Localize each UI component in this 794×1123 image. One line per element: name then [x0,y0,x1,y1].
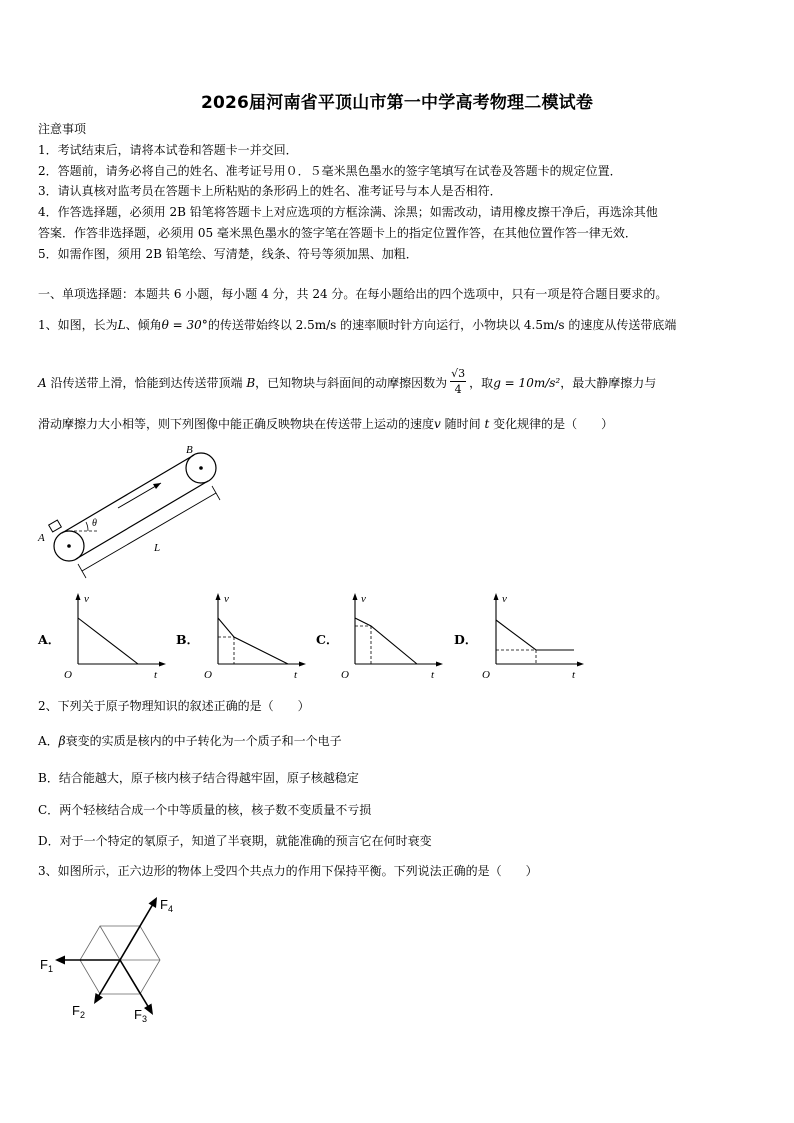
label-A: A [38,532,45,544]
axis-v: v [224,593,229,605]
q2-option [38,832,758,850]
block [49,520,62,532]
origin-o: O [482,669,490,680]
q1-line3 [38,415,758,433]
q1-option-c-graph [337,590,447,680]
friction-fraction [450,366,466,397]
option-prefix: B． [38,771,59,785]
axis-t: t [154,669,158,680]
origin-o: O [64,669,72,680]
notice-item: 2．答题前，请务必将自己的姓名、准考证号用０．５毫米黑色墨水的签字笔填写在试卷及答题卡的规定位置． [38,164,622,178]
axis-t: t [294,669,298,680]
belt-upper [62,455,194,533]
notice-item: 3．请认真核对监考员在答题卡上所粘贴的条形码上的姓名、准考证号与本人是否相符． [38,184,502,198]
q1-option-label: C． [316,632,339,647]
q1-var-v: v [434,417,441,431]
axis-v: v [361,593,366,605]
option-text: 结合能越大，原子核内核子结合得越牢固，原子核越稳定 [58,771,359,785]
q1-text: ，最大静摩擦力与 [560,376,657,390]
q1-option-b-graph [200,590,310,680]
q1-option-label: A． [38,632,61,647]
q2-option [38,801,758,819]
label-f2: $F_2$ [72,1003,85,1020]
notice-item: 答案．作答非选择题，必须用 05 毫米黑色墨水的签字笔在答题卡上的指定位置作答，在其他位置作答一律无效． [38,226,637,240]
q1-option-d-graph [478,590,588,680]
axis-v: v [502,593,507,605]
q1-var-t: t [484,417,490,431]
dimension-tick [212,486,220,500]
q1-text: 随时间 [440,417,485,431]
force-f2-arrow [98,960,120,997]
label-L: L [154,542,161,554]
q1-text: 的传送带始终以 2.5m/s 的速率顺时针方向运行，小物块以 4.5m/s 的速度从传送带底端 [207,318,677,332]
q1-point-B: B [246,376,256,390]
label-theta: θ [92,518,97,529]
label-f3: $F_3$ [134,1007,147,1024]
beta-symbol: β [58,734,66,748]
option-text: 衰变的实质是核内的中子转化为一个质子和一个电子 [65,734,342,748]
velocity-curve [496,620,574,650]
option-prefix: C． [38,803,60,817]
notice-item: 5．如需作图，须用 2B 铅笔绘、写清楚，线条、符号等须加黑、加粗． [38,247,418,261]
velocity-curve [355,618,417,664]
q2-option [38,732,758,750]
origin-o: O [341,669,349,680]
length-dimension [82,493,216,571]
bottom-pulley-axle [67,544,71,548]
notice-item: 1．考试结束后，请将本试卷和答题卡一并交回． [38,143,298,157]
label-f1: $F_1$ [40,957,53,974]
top-pulley-axle [199,466,203,470]
fraction-numerator: √3 [451,367,466,380]
velocity-curve [218,618,288,664]
axis-t: t [431,669,435,680]
force-f3-arrow [120,960,149,1008]
notice-item: 4．作答选择题，必须用 2B 铅笔将答题卡上对应选项的方框涂满、涂黑；如需改动，请用橡皮擦干净后，再选涂其他 [38,205,658,219]
angle-arc [86,522,88,531]
q1-text: 1、如图，长为 [38,318,118,332]
q2-option [38,769,758,787]
fraction-denominator: 4 [454,383,462,396]
axis-v: v [84,593,89,605]
q1-angle: θ = 30° [161,318,208,332]
q1-option-a-graph [60,590,170,680]
q1-var-L: L [117,318,126,332]
q1-text: 、倾角 [125,318,162,332]
q1-text: ，已知物块与斜面间的动摩擦因数为 [255,376,448,390]
dimension-tick [78,564,86,578]
option-text: 对于一个特定的氡原子，知道了半衰期，就能准确的预言它在何时衰变 [59,834,432,848]
q2-stem: 2、下列关于原子物理知识的叙述正确的是（ ） [38,699,310,713]
q1-point-A: A [38,376,47,390]
label-f4: $F_4$ [160,897,173,914]
page-title: 2026届河南省平顶山市第一中学高考物理二模试卷 [200,93,594,113]
axis-t: t [572,669,576,680]
force-f4-arrow [120,904,153,960]
option-prefix: D． [38,834,60,848]
q3-stem: 3、如图所示，正六边形的物体上受四个共点力的作用下保持平衡。下列说法正确的是（ ） [38,864,538,878]
q1-option-label: B． [176,632,200,647]
hexagon-forces-figure [38,895,188,1025]
q1-text: 变化规律的是（ ） [489,417,614,431]
q1-gravity: g = 10m/s² [493,376,561,390]
arrow-head [153,483,161,489]
q1-line1 [38,316,758,334]
origin-o: O [204,669,212,680]
velocity-curve [78,618,138,664]
q1-text: ，取 [469,376,494,390]
option-text: 两个轻核结合成一个中等质量的核，核子数不变质量不亏损 [59,803,372,817]
option-prefix: A． [38,734,59,748]
q1-line2 [38,368,758,399]
q1-text: 滑动摩擦力大小相等，则下列图像中能正确反映物块在传送带上运动的速度 [38,417,435,431]
section-heading: 一、单项选择题：本题共 6 小题，每小题 4 分，共 24 分。在每小题给出的四个选项中，只有一项是符合题目要求的。 [38,287,668,301]
q1-text: 沿传送带上滑，恰能到达传送带顶端 [46,376,247,390]
conveyor-belt-figure [36,438,236,580]
notice-heading: 注意事项 [38,122,87,136]
label-B: B [186,444,193,456]
q1-option-label: D． [454,632,478,647]
